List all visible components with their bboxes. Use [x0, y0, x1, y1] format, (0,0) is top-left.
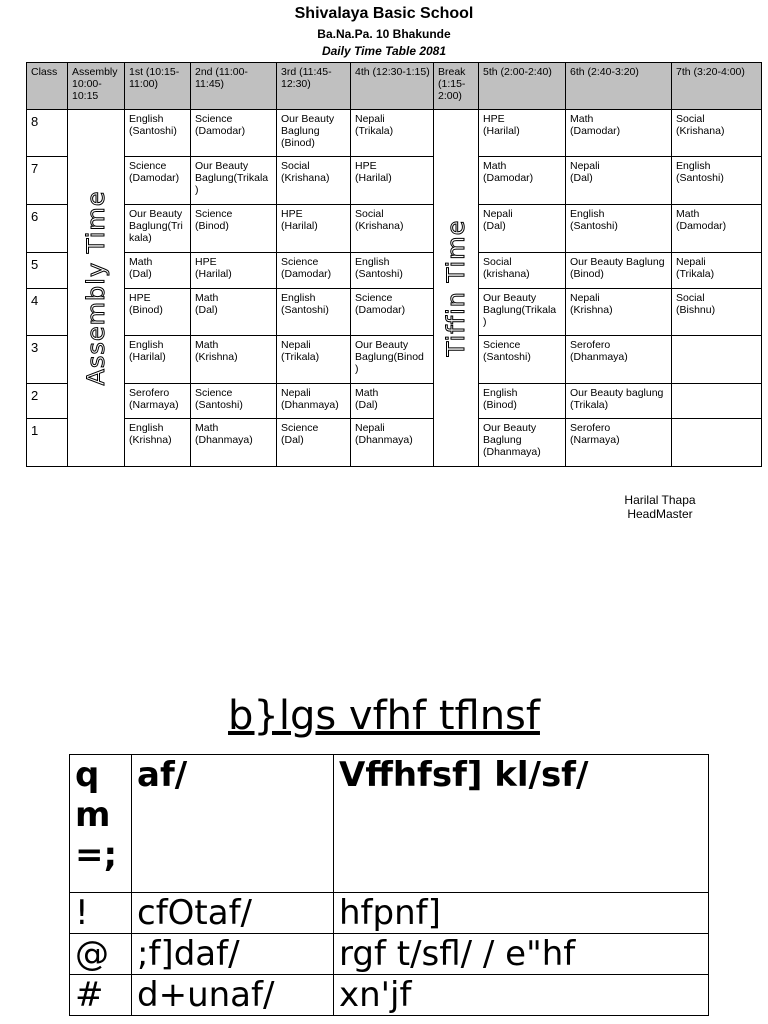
period-text: (Harilal): [355, 172, 392, 184]
period-text: (Dal): [129, 268, 152, 280]
period-cell: [479, 157, 566, 205]
period-text: (Krishna): [570, 304, 613, 316]
assembly-time-label: Assembly Time: [82, 190, 110, 386]
period-text: (Krishana): [281, 172, 330, 184]
period-cell: [191, 110, 277, 157]
period-text: Math: [570, 113, 594, 125]
timetable-row: [27, 253, 762, 289]
period-text: (Binod): [281, 137, 315, 149]
nepali-cell: #: [70, 975, 132, 1016]
period-text: Math: [483, 160, 507, 172]
col-header-assembly: Assembly 10:00-10:15: [68, 63, 125, 110]
period-cell: [672, 253, 762, 289]
class-cell: 1: [27, 419, 68, 467]
period-text: Social: [483, 256, 512, 268]
col-header-p2: 2nd (11:00-11:45): [191, 63, 277, 110]
period-cell: [566, 336, 672, 384]
period-text: Science: [281, 422, 319, 434]
period-text: ): [355, 363, 359, 375]
period-text: (Binod): [195, 220, 229, 232]
signature-name: Harilal Thapa: [624, 493, 696, 507]
col-header-class: Class: [27, 63, 68, 110]
nepali-cell: @: [70, 934, 132, 975]
period-cell: [125, 336, 191, 384]
class-cell: 4: [27, 289, 68, 336]
period-text: (Dal): [483, 220, 506, 232]
period-text: (Santoshi): [281, 304, 329, 316]
period-text: Nepali: [483, 208, 513, 220]
period-text: (Binod): [570, 268, 604, 280]
period-text: (Krishana): [676, 125, 725, 137]
period-text: Our Beauty Baglung: [570, 256, 665, 268]
period-text: (Damodar): [570, 125, 621, 137]
period-text: English: [129, 339, 164, 351]
nepali-row: [70, 975, 709, 1016]
period-text: Nepali: [355, 422, 385, 434]
col-header-p6: 6th (2:40-3:20): [566, 63, 672, 110]
period-cell: [479, 419, 566, 467]
period-text: English: [355, 256, 390, 268]
period-cell: [125, 289, 191, 336]
period-cell: [351, 384, 434, 419]
period-text: Science: [195, 208, 233, 220]
period-cell: [125, 419, 191, 467]
period-text: (Dal): [355, 399, 378, 411]
period-cell: [277, 110, 351, 157]
period-text: ): [195, 184, 199, 196]
period-text: (krishana): [483, 268, 530, 280]
period-cell: [672, 384, 762, 419]
nepali-cell: xn'jf: [334, 975, 709, 1016]
period-cell: [672, 205, 762, 253]
period-cell: [191, 289, 277, 336]
period-text: HPE: [483, 113, 505, 125]
period-text: Baglung(Binod: [355, 351, 424, 363]
period-cell: [277, 336, 351, 384]
period-cell: [277, 205, 351, 253]
period-cell: [479, 205, 566, 253]
period-text: (Damodar): [281, 268, 332, 280]
period-text: (Krishna): [129, 434, 172, 446]
class-cell: 8: [27, 110, 68, 157]
col-header-p5: 5th (2:00-2:40): [479, 63, 566, 110]
period-cell: [566, 253, 672, 289]
period-text: (Narmaya): [570, 434, 620, 446]
col-header-p4: 4th (12:30-1:15): [351, 63, 434, 110]
period-text: (Harilal): [195, 268, 232, 280]
class-cell: 7: [27, 157, 68, 205]
period-text: ): [483, 316, 487, 328]
period-text: HPE: [281, 208, 303, 220]
period-text: (Binod): [483, 399, 517, 411]
col-header-break: Break (1:15-2:00): [434, 63, 479, 110]
period-text: English: [129, 422, 164, 434]
period-text: (Krishna): [195, 351, 238, 363]
period-text: Science: [129, 160, 167, 172]
period-cell: [191, 336, 277, 384]
nepali-col1-header-line: =;: [75, 835, 118, 875]
period-text: (Harilal): [129, 351, 166, 363]
nepali-table: [69, 754, 709, 1016]
period-text: (Santoshi): [570, 220, 618, 232]
class-cell: 5: [27, 253, 68, 289]
school-address: Ba.Na.Pa. 10 Bhakunde: [317, 27, 451, 41]
tiffin-time-cell: [434, 110, 479, 467]
nepali-row: [70, 934, 709, 975]
period-text: Baglung(Trikala: [195, 172, 269, 184]
period-cell: [566, 384, 672, 419]
period-text: (Santoshi): [129, 125, 177, 137]
period-text: kala): [129, 232, 152, 244]
period-text: Our Beauty: [483, 422, 537, 434]
period-cell: [125, 253, 191, 289]
period-text: (Binod): [129, 304, 163, 316]
col-header-p1: 1st (10:15-11:00): [125, 63, 191, 110]
period-cell: [277, 289, 351, 336]
period-text: (Damodar): [355, 304, 406, 316]
period-text: (Santoshi): [195, 399, 243, 411]
period-text: (Dhanmaya): [570, 351, 628, 363]
period-text: (Dal): [195, 304, 218, 316]
period-text: English: [483, 387, 518, 399]
period-text: Our Beauty: [195, 160, 249, 172]
period-text: Science: [281, 256, 319, 268]
period-cell: [191, 205, 277, 253]
period-cell: [351, 110, 434, 157]
period-text: Serofero: [570, 339, 611, 351]
period-cell: [277, 419, 351, 467]
nepali-cell: d+unaf/: [132, 975, 334, 1016]
nepali-col1-header-line: q: [75, 755, 100, 795]
period-text: (Santoshi): [676, 172, 724, 184]
period-cell: [351, 289, 434, 336]
period-cell: [191, 384, 277, 419]
period-text: Social: [355, 208, 384, 220]
period-text: (Trikala): [570, 399, 609, 411]
nepali-title: b}lgs vfhf tflnsf: [228, 693, 540, 739]
period-text: Math: [355, 387, 379, 399]
period-text: Math: [129, 256, 153, 268]
timetable: [26, 62, 762, 467]
timetable-row: [27, 157, 762, 205]
nepali-col3-header: Vffhfsf] kl/sf/: [334, 755, 709, 893]
period-text: (Damodar): [129, 172, 180, 184]
period-cell: [479, 384, 566, 419]
period-text: Math: [676, 208, 700, 220]
period-cell: [566, 289, 672, 336]
period-text: Nepali: [355, 113, 385, 125]
period-cell: [479, 336, 566, 384]
timetable-title: Daily Time Table 2081: [321, 44, 447, 58]
nepali-col2-header: af/: [132, 755, 334, 893]
signature-block: [600, 493, 720, 521]
period-text: Nepali: [281, 339, 311, 351]
timetable-row: [27, 110, 762, 157]
period-text: Math: [195, 292, 219, 304]
period-text: Baglung(Trikala: [483, 304, 557, 316]
period-text: Nepali: [281, 387, 311, 399]
period-cell: [566, 419, 672, 467]
period-cell: [566, 110, 672, 157]
period-text: (Narmaya): [129, 399, 179, 411]
period-text: Baglung(Tri: [129, 220, 183, 232]
class-cell: 6: [27, 205, 68, 253]
period-text: (Harilal): [483, 125, 520, 137]
nepali-cell: cfOtaf/: [132, 893, 334, 934]
period-cell: [125, 110, 191, 157]
nepali-header-row: [70, 755, 709, 893]
nepali-cell: !: [70, 893, 132, 934]
period-cell: [191, 157, 277, 205]
period-cell: [351, 205, 434, 253]
period-text: Our Beauty baglung: [570, 387, 664, 399]
period-text: (Krishana): [355, 220, 404, 232]
period-text: Our Beauty: [483, 292, 537, 304]
period-text: Baglung: [281, 125, 320, 137]
period-text: Our Beauty: [355, 339, 409, 351]
period-text: Our Beauty: [281, 113, 335, 125]
period-text: Math: [195, 339, 219, 351]
period-text: (Harilal): [281, 220, 318, 232]
period-cell: [479, 253, 566, 289]
period-text: English: [129, 113, 164, 125]
nepali-cell: ;f]daf/: [132, 934, 334, 975]
period-text: Social: [281, 160, 310, 172]
period-cell: [479, 289, 566, 336]
col-header-p7: 7th (3:20-4:00): [672, 63, 762, 110]
period-cell: [277, 253, 351, 289]
period-text: English: [281, 292, 316, 304]
nepali-cell: rgf t/sfl/ / e"hf: [334, 934, 709, 975]
period-cell: [479, 110, 566, 157]
period-cell: [672, 110, 762, 157]
period-text: Math: [195, 422, 219, 434]
period-text: English: [676, 160, 711, 172]
period-text: (Trikala): [281, 351, 320, 363]
signature-role: HeadMaster: [627, 507, 693, 521]
period-text: HPE: [355, 160, 377, 172]
period-cell: [277, 157, 351, 205]
period-cell: [125, 205, 191, 253]
tiffin-time-label: Tiffin Time: [442, 219, 470, 357]
period-text: English: [570, 208, 605, 220]
assembly-time-cell: [68, 110, 125, 467]
period-cell: [566, 157, 672, 205]
period-cell: [672, 157, 762, 205]
period-text: HPE: [195, 256, 217, 268]
period-cell: [351, 336, 434, 384]
period-text: (Damodar): [195, 125, 246, 137]
period-text: Baglung: [483, 434, 522, 446]
period-text: Nepali: [570, 160, 600, 172]
period-text: (Bishnu): [676, 304, 716, 316]
period-cell: [351, 419, 434, 467]
period-text: (Dal): [570, 172, 593, 184]
period-text: (Dhanmaya): [483, 446, 541, 458]
period-text: Nepali: [676, 256, 706, 268]
timetable-row: [27, 336, 762, 384]
col-header-p3: 3rd (11:45-12:30): [277, 63, 351, 110]
period-cell: [566, 205, 672, 253]
period-cell: [191, 419, 277, 467]
timetable-row: [27, 205, 762, 253]
period-text: Science: [195, 113, 233, 125]
period-cell: [351, 253, 434, 289]
timetable-header-row: [27, 63, 762, 110]
nepali-row: [70, 893, 709, 934]
period-text: Serofero: [570, 422, 611, 434]
period-text: (Damodar): [676, 220, 727, 232]
nepali-col1-header: [70, 755, 132, 893]
class-cell: 3: [27, 336, 68, 384]
period-text: (Trikala): [355, 125, 394, 137]
period-text: (Santoshi): [355, 268, 403, 280]
timetable-row: [27, 289, 762, 336]
period-cell: [125, 384, 191, 419]
nepali-col1-header-line: m: [75, 795, 111, 835]
period-cell: [277, 384, 351, 419]
period-text: Social: [676, 113, 705, 125]
period-text: Nepali: [570, 292, 600, 304]
period-cell: [191, 253, 277, 289]
period-cell: [672, 289, 762, 336]
period-cell: [125, 157, 191, 205]
period-text: (Dhanmaya): [355, 434, 413, 446]
period-text: (Dhanmaya): [281, 399, 339, 411]
period-text: (Trikala): [676, 268, 715, 280]
period-text: Science: [355, 292, 393, 304]
class-cell: 2: [27, 384, 68, 419]
school-name: Shivalaya Basic School: [294, 5, 474, 22]
period-cell: [351, 157, 434, 205]
period-text: (Dal): [281, 434, 304, 446]
period-text: (Dhanmaya): [195, 434, 253, 446]
timetable-row: [27, 384, 762, 419]
nepali-cell: hfpnf]: [334, 893, 709, 934]
period-text: Science: [483, 339, 521, 351]
period-text: (Damodar): [483, 172, 534, 184]
period-text: Serofero: [129, 387, 170, 399]
period-cell: [672, 419, 762, 467]
period-text: Our Beauty: [129, 208, 183, 220]
timetable-row: [27, 419, 762, 467]
period-text: HPE: [129, 292, 151, 304]
period-cell: [672, 336, 762, 384]
period-text: Social: [676, 292, 705, 304]
period-text: (Santoshi): [483, 351, 531, 363]
period-text: Science: [195, 387, 233, 399]
